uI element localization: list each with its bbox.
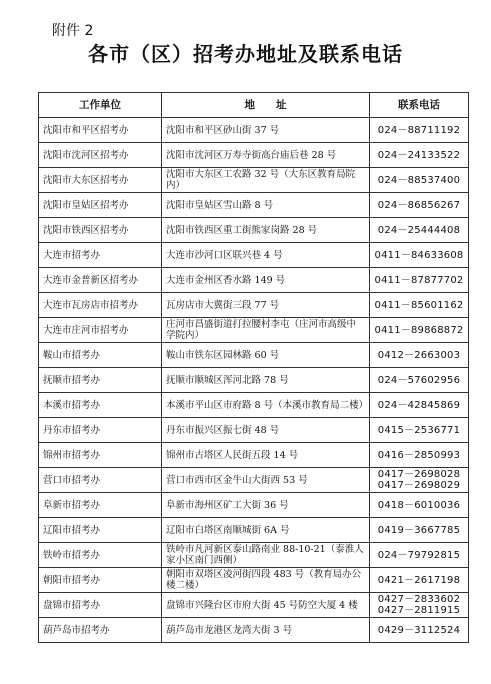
phone-number: 0429－3112524 [377, 624, 461, 636]
phone-number: 024－79792815 [377, 549, 461, 561]
phone-number: 0411－84633608 [374, 249, 464, 261]
address-cell: 抚顺市顺城区浑河北路 78 号 [162, 368, 370, 393]
phone-number: 024－24133522 [377, 149, 461, 161]
header-unit: 工作单位 [39, 93, 162, 118]
address-cell: 鞍山市铁东区园林路 60 号 [162, 343, 370, 368]
address-cell: 营口市西市区金牛山大街西 53 号 [162, 468, 370, 493]
phone-cell [370, 318, 469, 343]
phone-number: 024－57602956 [377, 374, 461, 386]
table-row [39, 443, 469, 468]
table-row [39, 393, 469, 418]
unit-cell: 大连市招考办 [39, 243, 162, 268]
unit-cell: 营口市招考办 [39, 468, 162, 493]
phone-number: 0427－2833602 [377, 594, 461, 605]
unit-cell: 沈阳市沈河区招考办 [39, 143, 162, 168]
unit-cell: 沈阳市铁西区招考办 [39, 218, 162, 243]
table-header-row [39, 93, 469, 118]
unit-cell: 盘锦市招考办 [39, 593, 162, 618]
table-row [39, 418, 469, 443]
address-cell: 沈阳市大东区工农路 32 号（大东区教育局院内） [162, 168, 370, 193]
phone-cell [370, 393, 469, 418]
address-cell: 庄河市昌盛街道打拉腰村李屯（庄河市高级中学院内） [162, 318, 370, 343]
table-row [39, 543, 469, 568]
phone-cell [370, 243, 469, 268]
table-row [39, 243, 469, 268]
address-cell: 铁岭市凡河新区泰山路南业 88-10-21（泰淮人家小区南门西侧） [162, 543, 370, 568]
unit-cell: 辽阳市招考办 [39, 518, 162, 543]
table-row [39, 518, 469, 543]
phone-cell [370, 418, 469, 443]
phone-cell [370, 218, 469, 243]
table-row [39, 293, 469, 318]
phone-cell [370, 293, 469, 318]
phone-cell [370, 468, 469, 493]
page-title: 各市（区）招考办地址及联系电话 [88, 42, 403, 66]
phone-number: 024－42845869 [377, 399, 461, 411]
address-cell: 本溪市平山区市府路 8 号（本溪市教育局二楼） [162, 393, 370, 418]
header-phone: 联系电话 [370, 93, 469, 118]
unit-cell: 铁岭市招考办 [39, 543, 162, 568]
address-cell: 朝阳市双塔区凌河街四段 483 号（教育局办公楼二楼） [162, 568, 370, 593]
phone-number: 0421－2617198 [377, 574, 461, 586]
table-row [39, 193, 469, 218]
phone-cell [370, 143, 469, 168]
table-row [39, 118, 469, 143]
unit-cell: 阜新市招考办 [39, 493, 162, 518]
phone-cell [370, 493, 469, 518]
address-cell: 锦州市古塔区人民街五段 14 号 [162, 443, 370, 468]
table-row [39, 318, 469, 343]
unit-cell: 本溪市招考办 [39, 393, 162, 418]
table-row [39, 268, 469, 293]
address-cell: 沈阳市沈河区万寿寺街高台庙后巷 28 号 [162, 143, 370, 168]
phone-number: 024－86856267 [377, 199, 461, 211]
table-row [39, 568, 469, 593]
table-body [39, 118, 469, 643]
phone-cell [370, 368, 469, 393]
phone-number: 024－88537400 [377, 174, 461, 186]
phone-cell [370, 268, 469, 293]
phone-number: 0411－85601162 [374, 299, 464, 311]
unit-cell: 大连市庄河市招考办 [39, 318, 162, 343]
contact-table [38, 92, 469, 643]
phone-cell [370, 168, 469, 193]
phone-cell [370, 593, 469, 618]
unit-cell: 葫芦岛市招考办 [39, 618, 162, 643]
address-cell: 辽阳市白塔区南顺城街 6A 号 [162, 518, 370, 543]
table-row [39, 468, 469, 493]
table-row [39, 218, 469, 243]
address-cell: 沈阳市和平区砂山街 37 号 [162, 118, 370, 143]
unit-cell: 朝阳市招考办 [39, 568, 162, 593]
phone-number: 0415－2536771 [377, 424, 461, 436]
address-cell: 大连市金州区香水路 149 号 [162, 268, 370, 293]
table-row [39, 368, 469, 393]
phone-cell [370, 118, 469, 143]
address-cell: 葫芦岛市龙港区龙湾大街 3 号 [162, 618, 370, 643]
header-address: 地 址 [162, 93, 370, 118]
phone-number: 024－25444408 [377, 224, 461, 236]
address-cell: 丹东市振兴区振七街 48 号 [162, 418, 370, 443]
phone-number: 0417－2698029 [377, 480, 461, 491]
unit-cell: 沈阳市和平区招考办 [39, 118, 162, 143]
unit-cell: 鞍山市招考办 [39, 343, 162, 368]
phone-cell [370, 543, 469, 568]
phone-number: 0411－89868872 [374, 324, 464, 336]
address-cell: 阜新市海州区矿工大街 36 号 [162, 493, 370, 518]
phone-cell [370, 518, 469, 543]
table-row [39, 143, 469, 168]
table-row [39, 493, 469, 518]
phone-number: 0411－87877702 [374, 274, 464, 286]
unit-cell: 丹东市招考办 [39, 418, 162, 443]
unit-cell: 大连市金普新区招考办 [39, 268, 162, 293]
phone-cell [370, 618, 469, 643]
unit-cell: 锦州市招考办 [39, 443, 162, 468]
address-cell: 沈阳市皇姑区雪山路 8 号 [162, 193, 370, 218]
address-cell: 大连市沙河口区联兴巷 4 号 [162, 243, 370, 268]
address-cell: 瓦房店市大冀街三段 77 号 [162, 293, 370, 318]
phone-number: 0412－2663003 [377, 349, 461, 361]
phone-cell [370, 343, 469, 368]
phone-number: 0417－2698028 [377, 469, 461, 480]
annex-label: 附件 2 [52, 23, 94, 39]
phone-cell [370, 443, 469, 468]
unit-cell: 沈阳市皇姑区招考办 [39, 193, 162, 218]
phone-cell [370, 568, 469, 593]
unit-cell: 沈阳市大东区招考办 [39, 168, 162, 193]
phone-number: 024－88711192 [377, 124, 461, 136]
table-row [39, 593, 469, 618]
phone-number: 0427－2811915 [377, 605, 461, 616]
table-row [39, 168, 469, 193]
phone-number: 0418－6010036 [377, 499, 461, 511]
unit-cell: 大连市瓦房店市招考办 [39, 293, 162, 318]
phone-number: 0416－2850993 [377, 449, 461, 461]
table-row [39, 618, 469, 643]
phone-number: 0419－3667785 [377, 524, 461, 536]
address-cell: 沈阳市铁西区重工街熊家岗路 28 号 [162, 218, 370, 243]
table-row [39, 343, 469, 368]
address-cell: 盘锦市兴隆台区市府大街 45 号防空大厦 4 楼 [162, 593, 370, 618]
unit-cell: 抚顺市招考办 [39, 368, 162, 393]
phone-cell [370, 193, 469, 218]
